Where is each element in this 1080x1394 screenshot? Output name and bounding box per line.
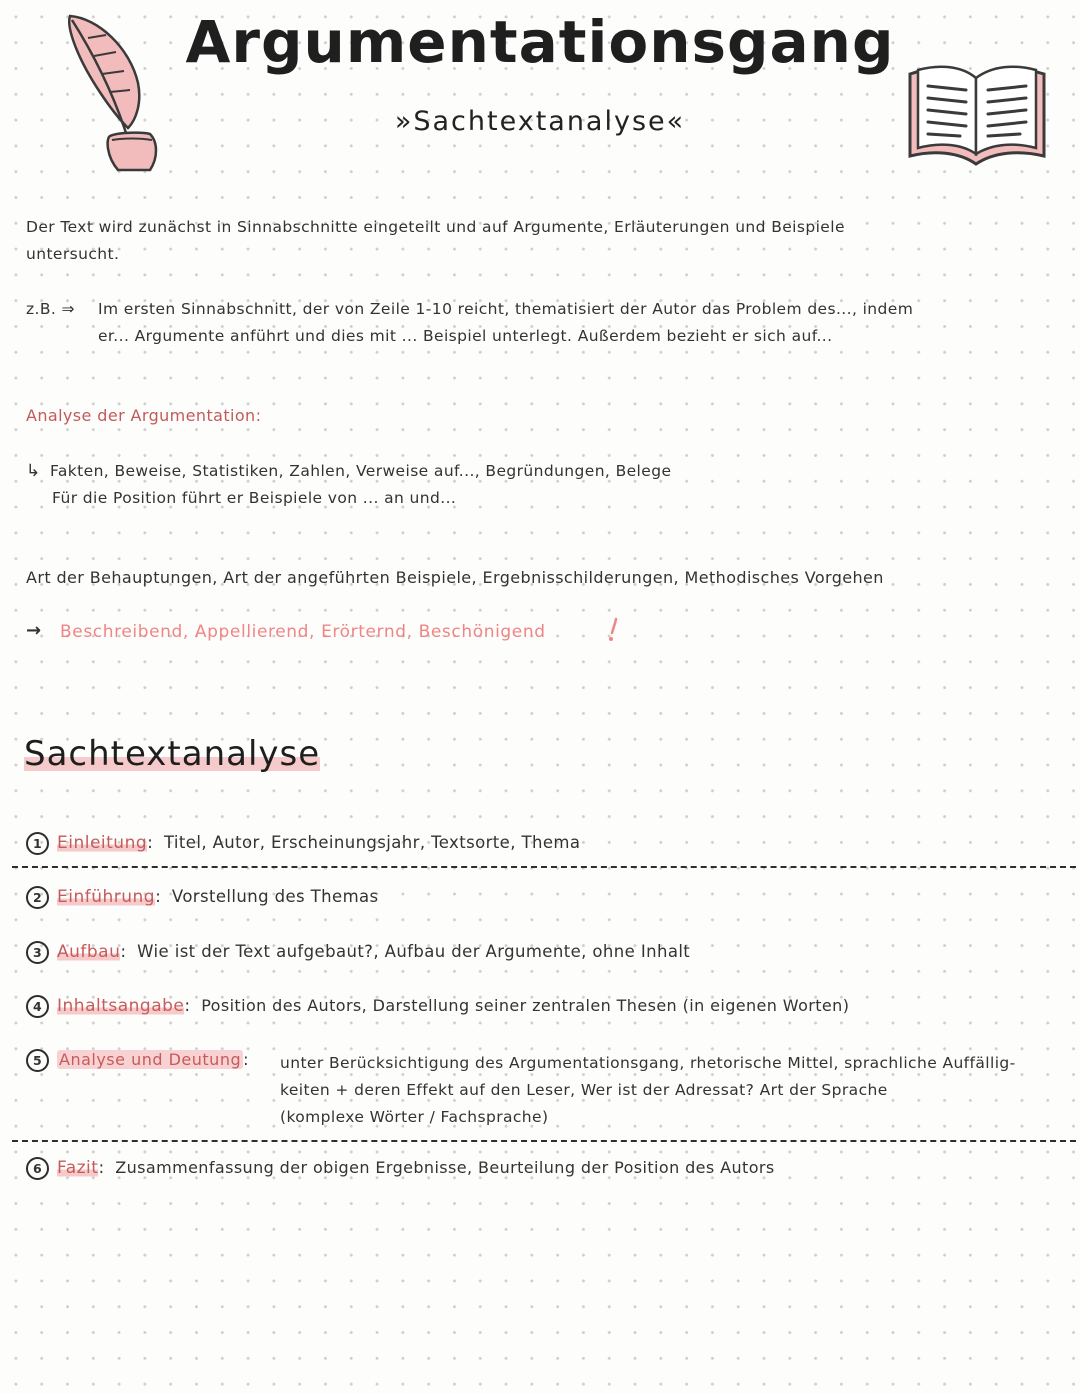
item-text: Vorstellung des Themas <box>171 887 379 906</box>
item-label: Inhaltsangabe <box>57 996 185 1016</box>
intro-line-1: Der Text wird zunächst in Sinnabschnitte eingeteilt und auf Argumente, Erläuterungen und Beispiele <box>26 218 845 236</box>
item-number: 2 <box>26 886 49 909</box>
intro-line-2: untersucht. <box>26 245 120 263</box>
types-line: Art der Behauptungen, Art der angeführten Beispiele, Ergebnisschilderungen, Methodisches Vorgehen <box>26 568 884 587</box>
list-item: 6 Fazit: Zusammenfassung der obigen Ergebnisse, Beurteilung der Position des Autors <box>26 1157 775 1180</box>
example-prefix: z.B. ⇒ <box>26 300 75 318</box>
analysis-heading: Analyse der Argumentation: <box>26 406 262 425</box>
section-title: Sachtextanalyse <box>24 734 321 774</box>
list-item: 1 Einleitung: Titel, Autor, Erscheinungsjahr, Textsorte, Thema <box>26 832 580 855</box>
item-text: Titel, Autor, Erscheinungsjahr, Textsorte, Thema <box>163 833 581 852</box>
types-arrow-icon: → <box>26 620 42 641</box>
item-label: Analyse und Deutung <box>59 1050 242 1069</box>
list-item: 2 Einführung: Vorstellung des Themas <box>26 886 379 909</box>
item-text-line-3: (komplexe Wörter / Fachsprache) <box>280 1108 549 1126</box>
exclamation-icon <box>604 616 624 642</box>
item-number: 4 <box>26 995 49 1018</box>
item-text-line-1: unter Berücksichtigung des Argumentationsgang, rhetorische Mittel, sprachliche Auffällig- <box>280 1054 1016 1072</box>
analysis-line-1: Fakten, Beweise, Statistiken, Zahlen, Verweise auf..., Begründungen, Belege <box>50 462 672 480</box>
item-number: 5 <box>26 1049 49 1072</box>
item-number: 3 <box>26 941 49 964</box>
example-line-2: er... Argumente anführt und dies mit ... Beispiel unterlegt. Außerdem bezieht er sich auf... <box>98 327 833 345</box>
list-item: 3 Aufbau: Wie ist der Text aufgebaut?, Aufbau der Argumente, ohne Inhalt <box>26 941 690 964</box>
dashed-divider <box>12 1140 1076 1142</box>
list-item: 5 Analyse und Deutung : <box>26 1049 249 1072</box>
page-subtitle: »Sachtextanalyse« <box>394 106 686 137</box>
list-item: 4 Inhaltsangabe: Position des Autors, Darstellung seiner zentralen Thesen (in eigenen Worten) <box>26 995 849 1018</box>
dashed-divider <box>12 866 1076 868</box>
example-line-1: Im ersten Sinnabschnitt, der von Zeile 1-10 reicht, thematisiert der Autor das Problem des..., indem <box>98 300 914 318</box>
item-number: 1 <box>26 832 49 855</box>
analysis-arrow-icon: ↳ <box>26 461 41 481</box>
item-text-line-2: keiten + deren Effekt auf den Leser, Wer ist der Adressat? Art der Sprache <box>280 1081 888 1099</box>
item-label: Einleitung <box>57 833 148 853</box>
item-label: Einführung <box>57 887 156 907</box>
analysis-line-2: Für die Position führt er Beispiele von ... an und... <box>52 489 457 507</box>
item-label: Aufbau <box>57 942 121 962</box>
item-text: Position des Autors, Darstellung seiner zentralen Thesen (in eigenen Worten) <box>201 996 850 1015</box>
item-text: Wie ist der Text aufgebaut?, Aufbau der Argumente, ohne Inhalt <box>137 942 691 961</box>
item-text: Zusammenfassung der obigen Ergebnisse, Beurteilung der Position des Autors <box>115 1158 775 1177</box>
item-number: 6 <box>26 1157 49 1180</box>
types-styles: Beschreibend, Appellierend, Erörternd, Beschönigend <box>60 622 546 642</box>
item-label: Fazit <box>57 1158 99 1178</box>
page-title: Argumentationsgang <box>185 8 895 76</box>
